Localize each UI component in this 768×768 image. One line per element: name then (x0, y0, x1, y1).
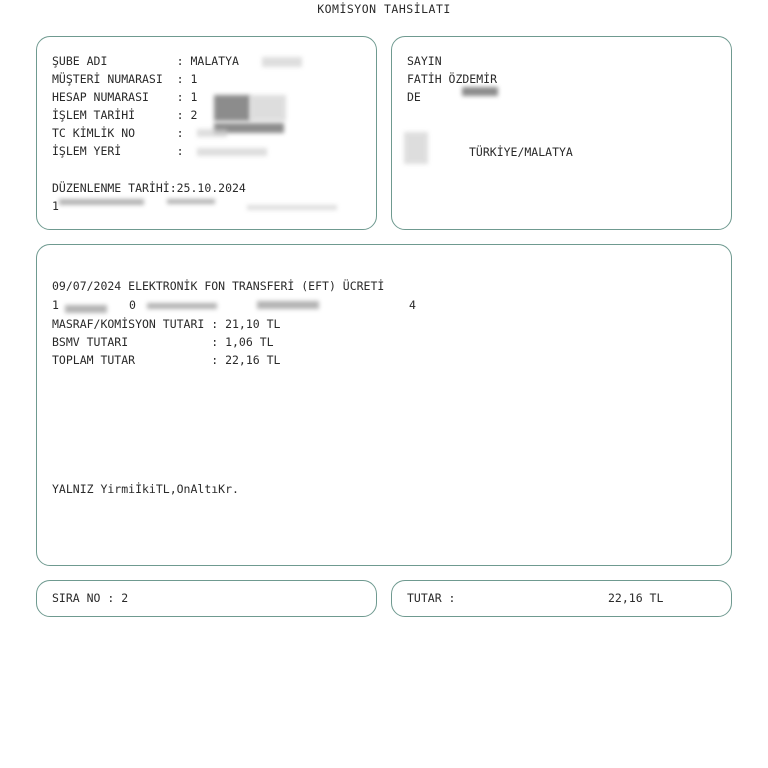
redaction-block (250, 95, 286, 121)
redaction-block (197, 148, 267, 156)
redaction-block (462, 87, 498, 96)
redaction-block (197, 129, 227, 137)
redaction-block (147, 303, 217, 309)
tc-id-row: TC KİMLİK NO : (52, 126, 191, 140)
recipient-city: TÜRKİYE/MALATYA (469, 145, 573, 159)
total-value: 22,16 TL (608, 591, 664, 605)
total-label: TUTAR : (407, 591, 456, 605)
customer-number-row: MÜŞTERİ NUMARASI : 1 (52, 72, 198, 86)
branch-name-row: ŞUBE ADI : MALATYA (52, 54, 239, 68)
amount-in-words: YALNIZ YirmiİkiTL,OnAltıKr. (52, 482, 239, 496)
redaction-block (65, 305, 107, 313)
reference-left: 1 (52, 298, 59, 312)
transaction-description: 09/07/2024 ELEKTRONİK FON TRANSFERİ (EFT) ÜCRETİ (52, 279, 385, 293)
transaction-details-box (36, 244, 732, 566)
redaction-block (247, 205, 337, 210)
account-number-row: HESAP NUMARASI : 1 (52, 90, 198, 104)
branch-extra-row: 1 (52, 199, 59, 213)
issue-date-row: DÜZENLENME TARİHİ:25.10.2024 (52, 181, 246, 195)
total-box (391, 580, 732, 617)
redaction-block (404, 132, 428, 164)
reference-mid: 0 (129, 298, 136, 312)
recipient-box (391, 36, 732, 230)
redaction-block (257, 301, 319, 309)
recipient-name: FATİH ÖZDEMİR (407, 72, 498, 86)
redaction-block (167, 199, 215, 204)
sequence-number: SIRA NO : 2 (52, 591, 129, 605)
transaction-place-row: İŞLEM YERİ : (52, 144, 191, 158)
transaction-date-row: İŞLEM TARİHİ : 2 (52, 108, 198, 122)
document-title: KOMİSYON TAHSİLATI (317, 2, 451, 16)
sequence-number-box (36, 580, 377, 617)
redaction-block (214, 95, 250, 121)
redaction-block (262, 57, 302, 67)
branch-info-box (36, 36, 377, 230)
bsmv-amount-row: BSMV TUTARI : 1,06 TL (52, 335, 274, 349)
reference-right: 4 (409, 298, 416, 312)
redaction-block (59, 199, 144, 205)
fee-amount-row: MASRAF/KOMİSYON TUTARI : 21,10 TL (52, 317, 281, 331)
salutation: SAYIN (407, 54, 442, 68)
total-amount-row: TOPLAM TUTAR : 22,16 TL (52, 353, 281, 367)
recipient-address: DE (407, 90, 421, 104)
